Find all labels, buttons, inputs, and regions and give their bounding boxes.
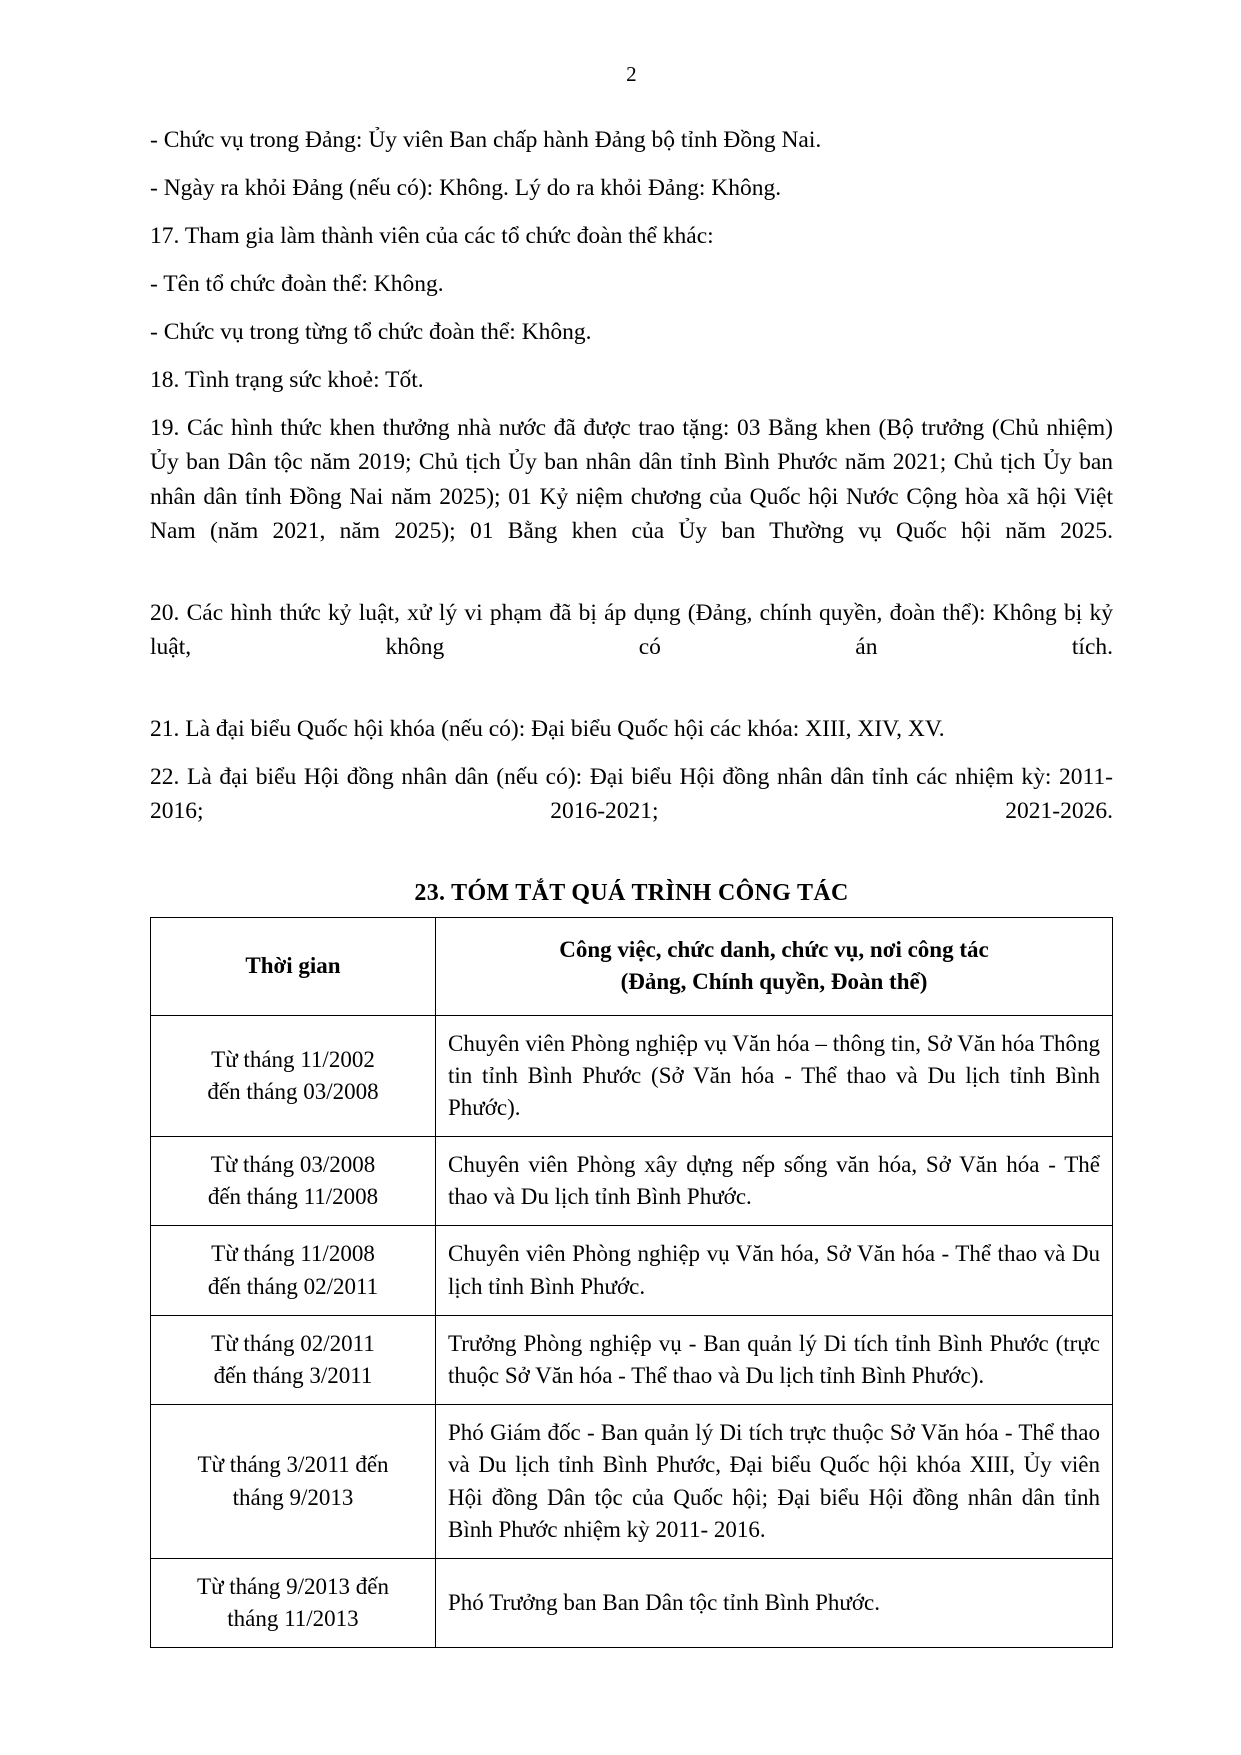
table-cell-duty: Chuyên viên Phòng xây dựng nếp sống văn hóa, Sở Văn hóa - Thể thao và Du lịch tỉnh Bình Phước.	[436, 1137, 1113, 1226]
table-cell-period	[151, 1137, 436, 1226]
table-cell-duty: Phó Trưởng ban Ban Dân tộc tỉnh Bình Phước.	[436, 1558, 1113, 1647]
table-cell-duty: Chuyên viên Phòng nghiệp vụ Văn hóa – thông tin, Sở Văn hóa Thông tin tỉnh Bình Phước (Sở Văn hóa - Thể thao và Du lịch tỉnh Bình Phước).	[436, 1015, 1113, 1137]
table-cell-period	[151, 1405, 436, 1559]
table-cell-period	[151, 1558, 436, 1647]
period-line-2: tháng 9/2013	[232, 1484, 354, 1510]
table-header-row	[151, 918, 1113, 1015]
body-line-org-position: - Chức vụ trong từng tổ chức đoàn thể: Không.	[150, 319, 592, 346]
period-line-1: Từ tháng 11/2008	[211, 1241, 375, 1267]
period-line-1: Từ tháng 3/2011 đến	[197, 1452, 389, 1478]
table-row	[151, 1558, 1113, 1647]
table-cell-duty: Chuyên viên Phòng nghiệp vụ Văn hóa, Sở Văn hóa - Thể thao và Du lịch tỉnh Bình Phước.	[436, 1226, 1113, 1315]
work-history-title: 23. TÓM TẮT QUÁ TRÌNH CÔNG TÁC	[414, 880, 849, 907]
table-row	[151, 1226, 1113, 1315]
period-line-1: Từ tháng 9/2013 đến	[197, 1573, 389, 1599]
table-header-period: Thời gian	[151, 918, 436, 1015]
table-cell-period	[151, 1315, 436, 1404]
table-header-duty-line2: (Đảng, Chính quyền, Đoàn thể)	[620, 969, 928, 995]
table-cell-period	[151, 1015, 436, 1137]
work-history-table	[150, 917, 1113, 1648]
body-line-item-19: 19. Các hình thức khen thưởng nhà nước đã được trao tặng: 03 Bằng khen (Bộ trưởng (Chủ nhiệm) Ủy ban Dân tộc năm 2019; Chủ tịch Ủy ban nhân dân tỉnh Bình Phước năm 2021; Chủ tịch Ủy ban nhân dân tỉnh Đồng Nai năm 2025); 01 Kỷ niệm chương của Quốc hội Nước Cộng hòa xã hội Việt Nam (năm 2021, năm 2025); 01 Bằng khen của Ủy ban Thường vụ Quốc hội năm 2025.	[150, 415, 1113, 544]
period-line-2: đến tháng 3/2011	[213, 1363, 373, 1388]
body-line-item-17: 17. Tham gia làm thành viên của các tổ chức đoàn thể khác:	[150, 223, 714, 250]
body-line-item-20: 20. Các hình thức kỷ luật, xử lý vi phạm đã bị áp dụng (Đảng, chính quyền, đoàn thể): Không bị kỷ luật, không có án tích.	[150, 599, 1113, 660]
table-cell-duty: Trưởng Phòng nghiệp vụ - Ban quản lý Di tích tỉnh Bình Phước (trực thuộc Sở Văn hóa - Thể thao và Du lịch tỉnh Bình Phước).	[436, 1315, 1113, 1404]
table-cell-period	[151, 1226, 436, 1315]
period-line-1: Từ tháng 11/2002	[211, 1046, 375, 1072]
table-row	[151, 1015, 1113, 1137]
period-line-2: đến tháng 02/2011	[207, 1273, 379, 1299]
table-cell-duty: Phó Giám đốc - Ban quản lý Di tích trực thuộc Sở Văn hóa - Thể thao và Du lịch tỉnh Bình Phước, Đại biểu Quốc hội khóa XIII, Ủy viên Hội đồng Dân tộc của Quốc hội; Đại biểu Hội đồng nhân dân tỉnh Bình Phước nhiệm kỳ 2011- 2016.	[436, 1405, 1113, 1559]
body-line-party-position: - Chức vụ trong Đảng: Ủy viên Ban chấp hành Đảng bộ tỉnh Đồng Nai.	[150, 127, 822, 153]
body-line-item-21: 21. Là đại biểu Quốc hội khóa (nếu có): Đại biểu Quốc hội các khóa: XIII, XIV, XV.	[150, 715, 945, 742]
period-line-2: đến tháng 03/2008	[207, 1078, 379, 1104]
period-line-2: tháng 11/2013	[227, 1606, 359, 1632]
body-line-item-22: 22. Là đại biểu Hội đồng nhân dân (nếu có): Đại biểu Hội đồng nhân dân tỉnh các nhiệm kỳ: 2011-2016; 2016-2021; 2021-2026.	[150, 763, 1113, 824]
table-header-duty-line1: Công việc, chức danh, chức vụ, nơi công tác	[559, 937, 989, 963]
table-row	[151, 1137, 1113, 1226]
body-line-party-exit: - Ngày ra khỏi Đảng (nếu có): Không. Lý do ra khỏi Đảng: Không.	[150, 175, 782, 202]
table-row	[151, 1315, 1113, 1404]
table-header-duty	[436, 918, 1113, 1015]
period-line-1: Từ tháng 02/2011	[211, 1330, 375, 1356]
page-number: 2	[626, 62, 637, 86]
period-line-2: đến tháng 11/2008	[207, 1184, 379, 1210]
table-row	[151, 1405, 1113, 1559]
body-line-org-name: - Tên tổ chức đoàn thể: Không.	[150, 271, 444, 298]
period-line-1: Từ tháng 03/2008	[210, 1152, 376, 1178]
body-line-item-18: 18. Tình trạng sức khoẻ: Tốt.	[150, 367, 424, 394]
